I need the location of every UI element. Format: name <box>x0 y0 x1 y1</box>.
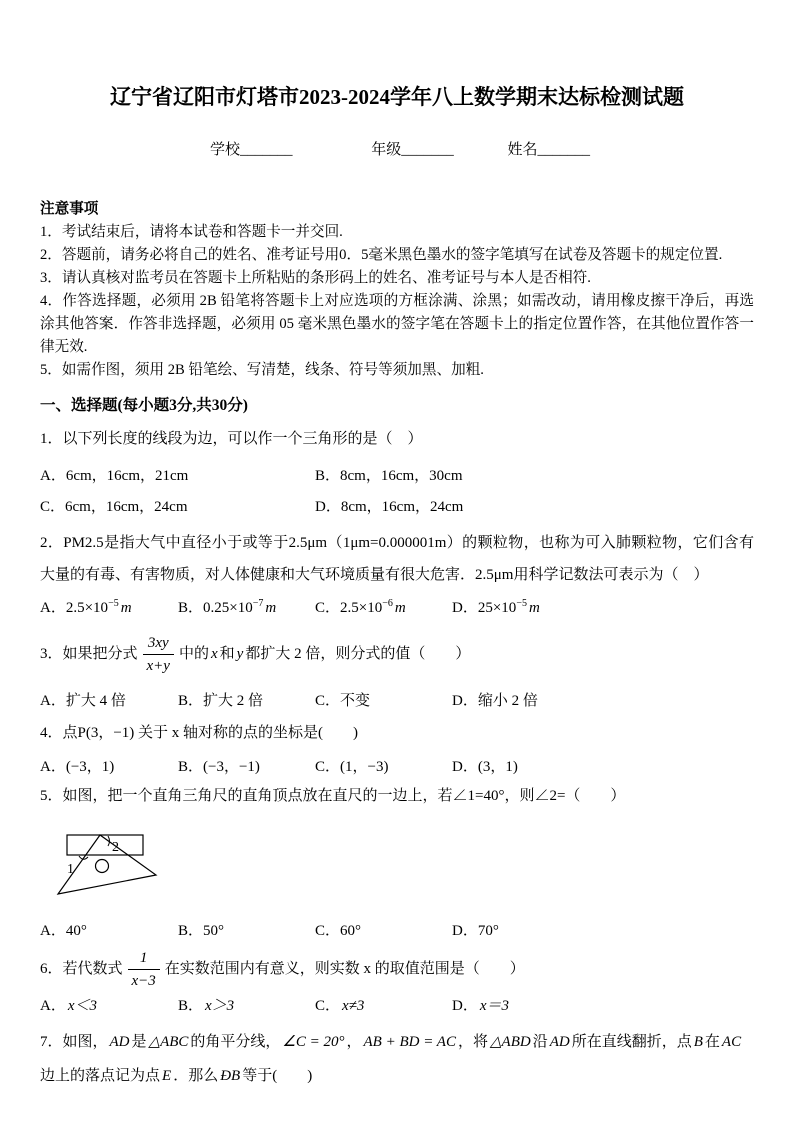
header-fields <box>40 138 754 158</box>
question-7-stem <box>40 1025 754 1093</box>
option-label: D． <box>452 998 478 1014</box>
option-label: A． <box>40 759 66 775</box>
question-5-options <box>40 920 754 942</box>
math-angle-C-20: ∠C = 20° <box>282 1034 345 1050</box>
option-text: 扩大 2 倍 <box>203 693 264 709</box>
option-text: x≠3 <box>342 998 365 1014</box>
q3-option-d <box>452 690 754 712</box>
option-text: 扩大 4 倍 <box>65 693 126 709</box>
option-value: 25×10 <box>477 600 517 616</box>
q7-text: 沿 <box>532 1034 548 1050</box>
q3-stem-pre: 3．如果把分式 <box>40 646 138 662</box>
notice-item-2: 2．答题前，请务必将自己的姓名、准考证号用0．5毫米黑色墨水的签字笔填写在试卷及答题卡的规定位置. <box>40 247 723 263</box>
option-value: 2.5×10 <box>65 600 109 616</box>
q6-stem-pre: 6．若代数式 <box>40 961 123 977</box>
q2-option-b <box>178 593 315 619</box>
circle-hole <box>96 860 109 873</box>
q5-option-d <box>452 920 754 942</box>
option-text: 70° <box>477 923 499 939</box>
option-label: A． <box>40 600 66 616</box>
q7-text: ．那么 <box>173 1068 219 1084</box>
option-text: (−3，−1) <box>203 759 260 775</box>
option-label: B． <box>178 923 204 939</box>
fraction-numerator: 1 <box>128 948 160 970</box>
q6-stem-post: 在实数范围内有意义，则实数 x 的取值范围是（ ） <box>164 961 525 977</box>
q5-option-c <box>315 920 452 942</box>
exponent: −7 <box>252 598 264 609</box>
q7-stem-line-1 <box>40 1025 754 1059</box>
variable-y: y <box>236 646 244 662</box>
notice-item-1: 1．考试结束后，请将本试卷和答题卡一并交回. <box>40 224 343 240</box>
q3-option-c <box>315 690 452 712</box>
q7-text: 等于( ) <box>242 1068 313 1084</box>
option-text: x＝3 <box>479 998 510 1014</box>
q5-option-a <box>40 920 178 942</box>
math-angle-B: ÐB <box>220 1068 241 1084</box>
fraction-denominator: x+y <box>146 658 170 674</box>
option-label: A． <box>40 693 66 709</box>
option-label: C． <box>315 923 341 939</box>
q3-option-a <box>40 690 178 712</box>
notice-section <box>40 198 754 382</box>
q4-option-b <box>178 756 315 778</box>
option-label: D． <box>452 923 478 939</box>
option-label: C． <box>315 600 341 616</box>
option-label: D． <box>452 759 478 775</box>
option-text: (3，1) <box>477 759 518 775</box>
q6-option-c <box>315 995 452 1017</box>
question-4-stem: 4．点P(3，−1) 关于 x 轴对称的点的坐标是( ) <box>40 725 359 741</box>
grade-blank-line: _______ <box>401 142 454 158</box>
option-value: 0.25×10 <box>203 600 253 616</box>
school-field <box>210 138 293 159</box>
q6-option-b <box>178 995 315 1017</box>
option-text: 不变 <box>340 693 371 709</box>
exponent: −5 <box>108 598 119 609</box>
angle-label-2: 2 <box>112 840 119 855</box>
option-text: 6cm，16cm，24cm <box>65 499 188 515</box>
option-text: 60° <box>340 923 362 939</box>
option-text: 8cm，16cm，30cm <box>340 468 463 484</box>
q3-option-b <box>178 690 315 712</box>
name-field-label: 姓名 <box>507 142 538 158</box>
question-5-stem: 5．如图，把一个直角三角尺的直角顶点放在直尺的一边上，若∠1=40°，则∠2=（ ） <box>40 788 626 804</box>
unit-m: m <box>528 600 540 616</box>
q5-option-b <box>178 920 315 942</box>
q4-option-c <box>315 756 452 778</box>
option-text: (1，−3) <box>340 759 389 775</box>
exponent: −6 <box>382 598 393 609</box>
triangle-ruler-figure <box>48 812 218 908</box>
question-2-options <box>40 593 754 619</box>
option-label: B． <box>315 468 341 484</box>
q3-stem-mid1: 中的 <box>178 646 209 662</box>
option-label: B． <box>178 693 204 709</box>
q3-stem-mid2: 和 <box>219 646 235 662</box>
option-text: 6cm，16cm，21cm <box>65 468 189 484</box>
q1-option-c <box>40 497 315 518</box>
math-triangle-ABC: △ABC <box>148 1034 189 1050</box>
q7-text: ， <box>346 1034 362 1050</box>
option-label: A． <box>40 468 66 484</box>
q7-text: 在 <box>704 1034 720 1050</box>
notice-item-4: 4．作答选择题，必须用 2B 铅笔将答题卡上对应选项的方框涂满、涂黑；如需改动，请用橡皮擦干净后，再选涂其他答案．作答非选择题，必须用 05 毫米黑色墨水的签字笔在答题卡上的指定位置作答，在其他位置作答一律无效. <box>40 293 754 355</box>
q2-option-d <box>452 593 754 619</box>
q7-stem-line-2 <box>40 1059 754 1093</box>
option-label: A． <box>40 998 66 1014</box>
unit-m: m <box>120 600 132 616</box>
q7-text: 所在直线翻折，点 <box>571 1034 692 1050</box>
option-text: 缩小 2 倍 <box>477 693 538 709</box>
school-field-label: 学校 <box>210 142 241 158</box>
q6-option-a <box>40 995 178 1017</box>
math-B: B <box>693 1034 703 1050</box>
fraction-3xy-over-x-plus-y <box>143 633 174 676</box>
q7-text: 7．如图， <box>40 1034 108 1050</box>
option-text: (−3，1) <box>65 759 115 775</box>
angle-label-1: 1 <box>67 862 74 877</box>
option-label: B． <box>178 998 204 1014</box>
q7-text: 是 <box>131 1034 147 1050</box>
q6-option-d <box>452 995 754 1017</box>
grade-field-label: 年级 <box>371 142 402 158</box>
notice-heading: 注意事项 <box>40 201 99 217</box>
fraction-numerator: 3xy <box>143 633 174 655</box>
notice-item-5: 5．如需作图，须用 2B 铅笔绘、写清楚，线条、符号等须加黑、加粗. <box>40 362 484 378</box>
math-AD: AD <box>109 1034 130 1050</box>
fraction-1-over-x-minus-3 <box>128 948 160 991</box>
option-text: x＜3 <box>67 998 98 1014</box>
unit-m: m <box>394 600 406 616</box>
q7-text: 边上的落点记为点 <box>40 1068 161 1084</box>
option-label: C． <box>315 998 341 1014</box>
option-label: B． <box>178 759 204 775</box>
math-AD: AD <box>549 1034 570 1050</box>
option-label: C． <box>315 693 341 709</box>
option-label: D． <box>315 499 341 515</box>
question-1-stem: 1．以下列长度的线段为边，可以作一个三角形的是（ ） <box>40 431 423 447</box>
q2-option-c <box>315 593 452 619</box>
option-value: 2.5×10 <box>340 600 383 616</box>
q1-option-d <box>315 497 754 518</box>
name-blank-line: _______ <box>537 142 591 158</box>
math-triangle-ABD: △ABD <box>490 1034 531 1050</box>
q7-text: ，将 <box>457 1034 488 1050</box>
page-title: 辽宁省辽阳市灯塔市2023-2024学年八上数学期末达标检测试题 <box>110 85 684 109</box>
question-6-options <box>40 995 754 1017</box>
question-3-stem <box>40 633 754 676</box>
q4-option-d <box>452 756 754 778</box>
question-3-options <box>40 690 754 712</box>
question-4-options <box>40 756 754 778</box>
question-6-stem <box>40 948 754 991</box>
grade-field <box>371 138 454 159</box>
q2-option-a <box>40 593 178 619</box>
math-E: E <box>162 1068 172 1084</box>
q5-figure-container <box>48 812 754 908</box>
q4-option-a <box>40 756 178 778</box>
option-label: C． <box>315 759 341 775</box>
option-label: D． <box>452 693 478 709</box>
option-label: D． <box>452 600 478 616</box>
q1-option-b <box>315 466 754 487</box>
notice-item-3: 3．请认真核对监考员在答题卡上所粘贴的条形码上的姓名、准考证号与本人是否相符. <box>40 270 591 286</box>
math-AC: AC <box>721 1034 742 1050</box>
fraction-denominator: x−3 <box>131 973 156 989</box>
name-field <box>508 138 591 159</box>
section-heading-choice: 一、选择题(每小题3分,共30分) <box>40 397 248 414</box>
option-label: B． <box>178 600 204 616</box>
option-label: A． <box>40 923 66 939</box>
option-text: 40° <box>65 923 87 939</box>
q3-stem-post: 都扩大 2 倍，则分式的值（ ） <box>245 646 471 662</box>
unit-m: m <box>265 600 277 616</box>
variable-x: x <box>210 646 218 662</box>
q7-text: 的角平分线， <box>190 1034 281 1050</box>
question-1-options <box>40 466 754 518</box>
question-2-stem: 2．PM2.5是指大气中直径小于或等于2.5μm（1μm=0.000001m）的颗粒物，也称为可入肺颗粒物，它们含有大量的有毒、有害物质，对人体健康和大气环境质量有很大危害．2.5μm用科学记数法可表示为（ ） <box>40 535 754 583</box>
math-AB-plus-BD-equals-AC: AB + BD = AC <box>363 1034 456 1050</box>
option-text: 50° <box>203 923 225 939</box>
option-label: C． <box>40 499 66 515</box>
school-blank-line: _______ <box>240 142 293 158</box>
q1-option-a <box>40 466 315 487</box>
option-text: 8cm，16cm，24cm <box>340 499 464 515</box>
option-text: x＞3 <box>205 998 235 1014</box>
exponent: −5 <box>516 598 527 609</box>
